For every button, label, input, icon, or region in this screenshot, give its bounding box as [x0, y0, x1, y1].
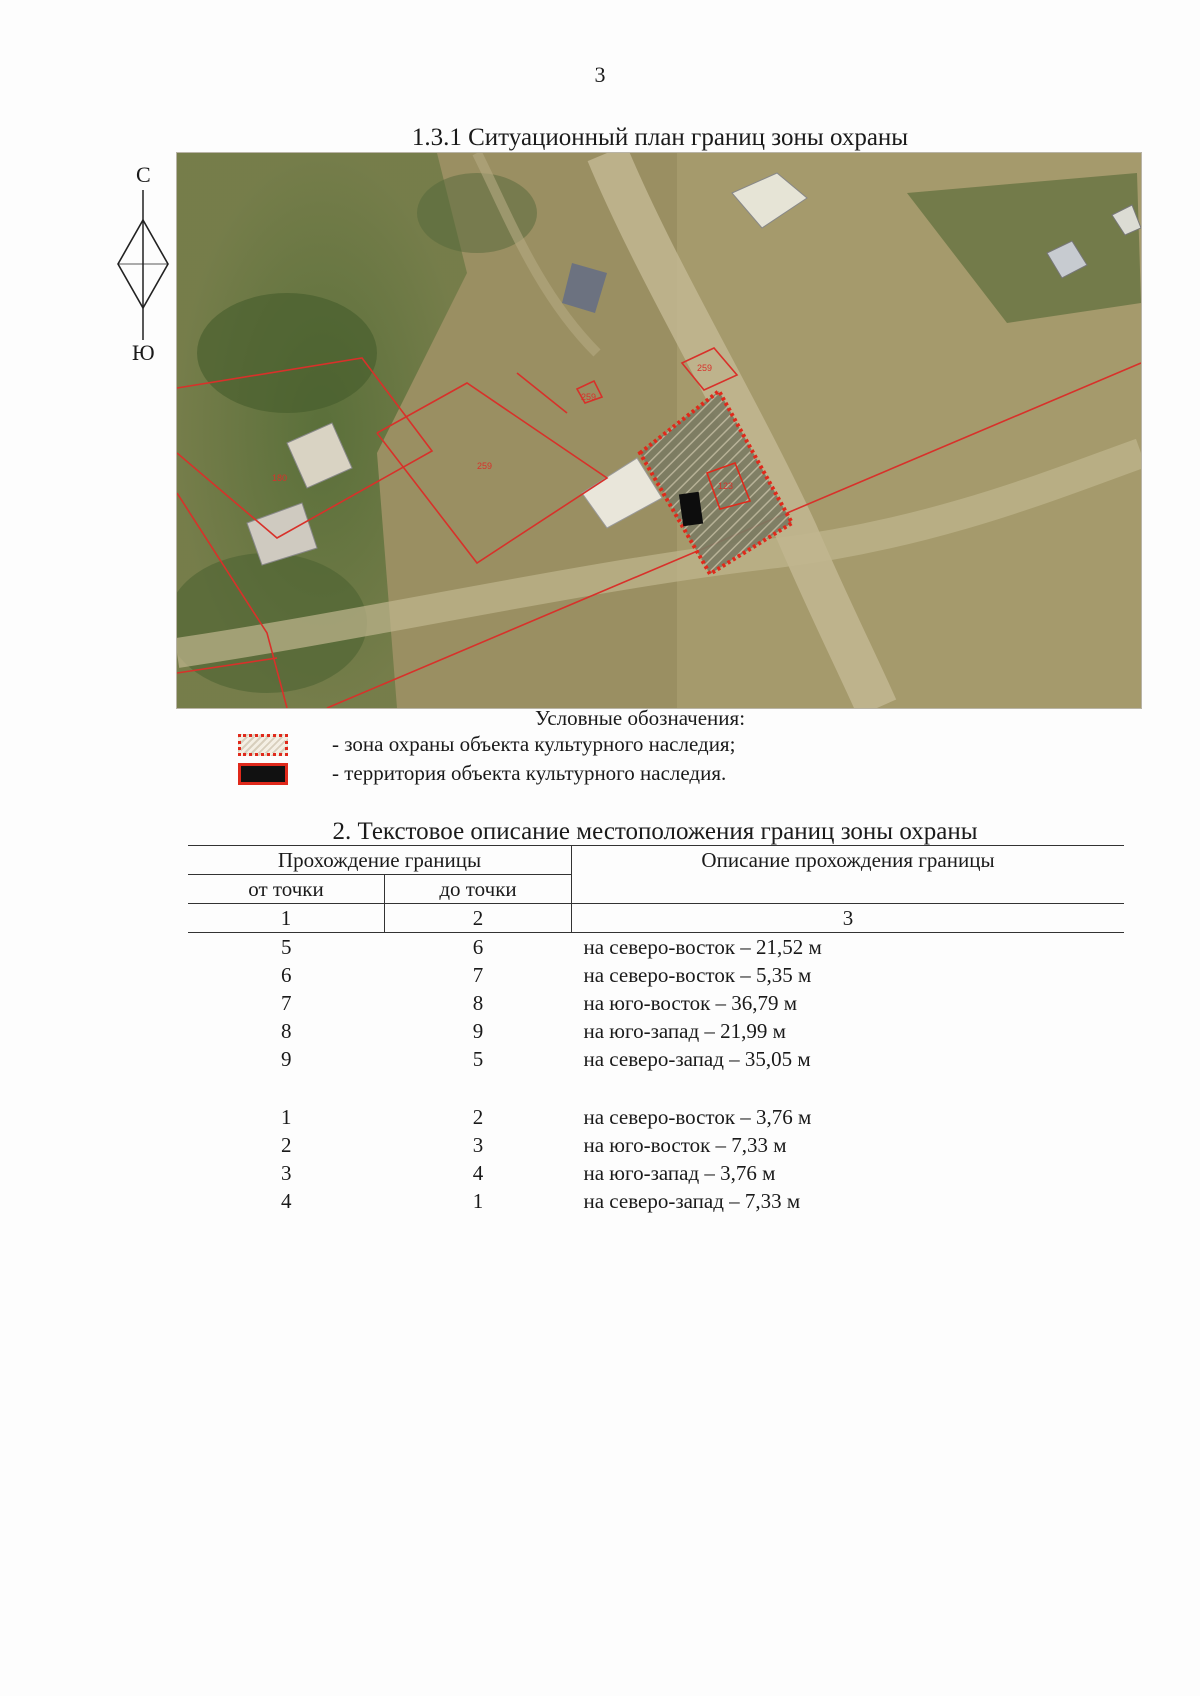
- header-group: Прохождение границы: [188, 846, 572, 875]
- boundary-description: на северо-восток – 3,76 м: [583, 1105, 812, 1129]
- table-row: [188, 1045, 1124, 1073]
- from-point: 4: [281, 1189, 292, 1213]
- compass-south-label: Ю: [132, 340, 155, 365]
- from-point: 8: [281, 1019, 292, 1043]
- boundary-description: на северо-восток – 21,52 м: [583, 935, 822, 959]
- to-point: 1: [472, 1189, 484, 1213]
- compass-rose: [116, 162, 176, 372]
- parcel-label: 259: [581, 392, 597, 402]
- column-number: 3: [842, 906, 854, 930]
- table-row: [188, 1187, 1124, 1215]
- table-row: [188, 961, 1124, 989]
- boundary-description: на юго-восток – 36,79 м: [583, 991, 798, 1015]
- to-point: 6: [472, 935, 484, 959]
- table-row: [188, 1017, 1124, 1045]
- to-point: 4: [472, 1161, 484, 1185]
- black-territory-swatch-icon: [238, 763, 288, 785]
- from-point: 6: [281, 963, 292, 987]
- table-spacer: [188, 1073, 1124, 1103]
- legend-title: Условные обозначения:: [535, 706, 746, 730]
- boundary-description: на юго-запад – 21,99 м: [583, 1019, 786, 1043]
- from-point: 9: [281, 1047, 292, 1071]
- parcel-label: 259: [477, 461, 493, 471]
- boundary-table: [188, 845, 1124, 1215]
- column-number: 1: [188, 904, 385, 933]
- section-title: 2. Текстовое описание местоположения границ зоны охраны: [332, 818, 978, 845]
- to-point: 7: [472, 963, 484, 987]
- from-point: 1: [281, 1105, 292, 1129]
- boundary-description: на северо-запад – 7,33 м: [583, 1189, 801, 1213]
- aerial-map: [176, 152, 1142, 709]
- to-point: 2: [472, 1105, 484, 1129]
- table-row: [188, 1103, 1124, 1131]
- column-number: 2: [385, 904, 572, 933]
- compass-arrow-icon: [116, 190, 176, 340]
- table-row: [188, 933, 1124, 962]
- table-row: [188, 989, 1124, 1017]
- legend-item-label: - территория объекта культурного наследия.: [332, 761, 727, 785]
- from-point: 2: [281, 1133, 292, 1157]
- legend-item-label: - зона охраны объекта культурного наследия;: [332, 732, 736, 756]
- parcel-label: 259: [697, 363, 713, 373]
- boundary-description: на северо-запад – 35,05 м: [583, 1047, 811, 1071]
- from-point: 7: [281, 991, 292, 1015]
- compass-north-label: С: [136, 162, 151, 187]
- parcel-label: 180: [272, 473, 288, 483]
- from-point: 3: [281, 1161, 292, 1185]
- to-point: 8: [472, 991, 484, 1015]
- from-point: 5: [281, 935, 292, 959]
- boundary-description: на юго-запад – 3,76 м: [583, 1161, 776, 1185]
- boundary-description: на юго-восток – 7,33 м: [583, 1133, 787, 1157]
- header-description: Описание прохождения границы: [701, 848, 995, 872]
- to-point: 3: [472, 1133, 484, 1157]
- header-to: до точки: [385, 875, 572, 904]
- map-title: 1.3.1 Ситуационный план границ зоны охраны: [411, 124, 909, 151]
- header-from: от точки: [188, 875, 385, 904]
- table-row: [188, 1159, 1124, 1187]
- table-row: [188, 1131, 1124, 1159]
- to-point: 9: [472, 1019, 484, 1043]
- boundary-description: на северо-восток – 5,35 м: [583, 963, 812, 987]
- page-number: 3: [594, 62, 606, 87]
- to-point: 5: [472, 1047, 484, 1071]
- hatched-zone-swatch-icon: [238, 734, 288, 756]
- parcel-label: 123: [718, 481, 734, 491]
